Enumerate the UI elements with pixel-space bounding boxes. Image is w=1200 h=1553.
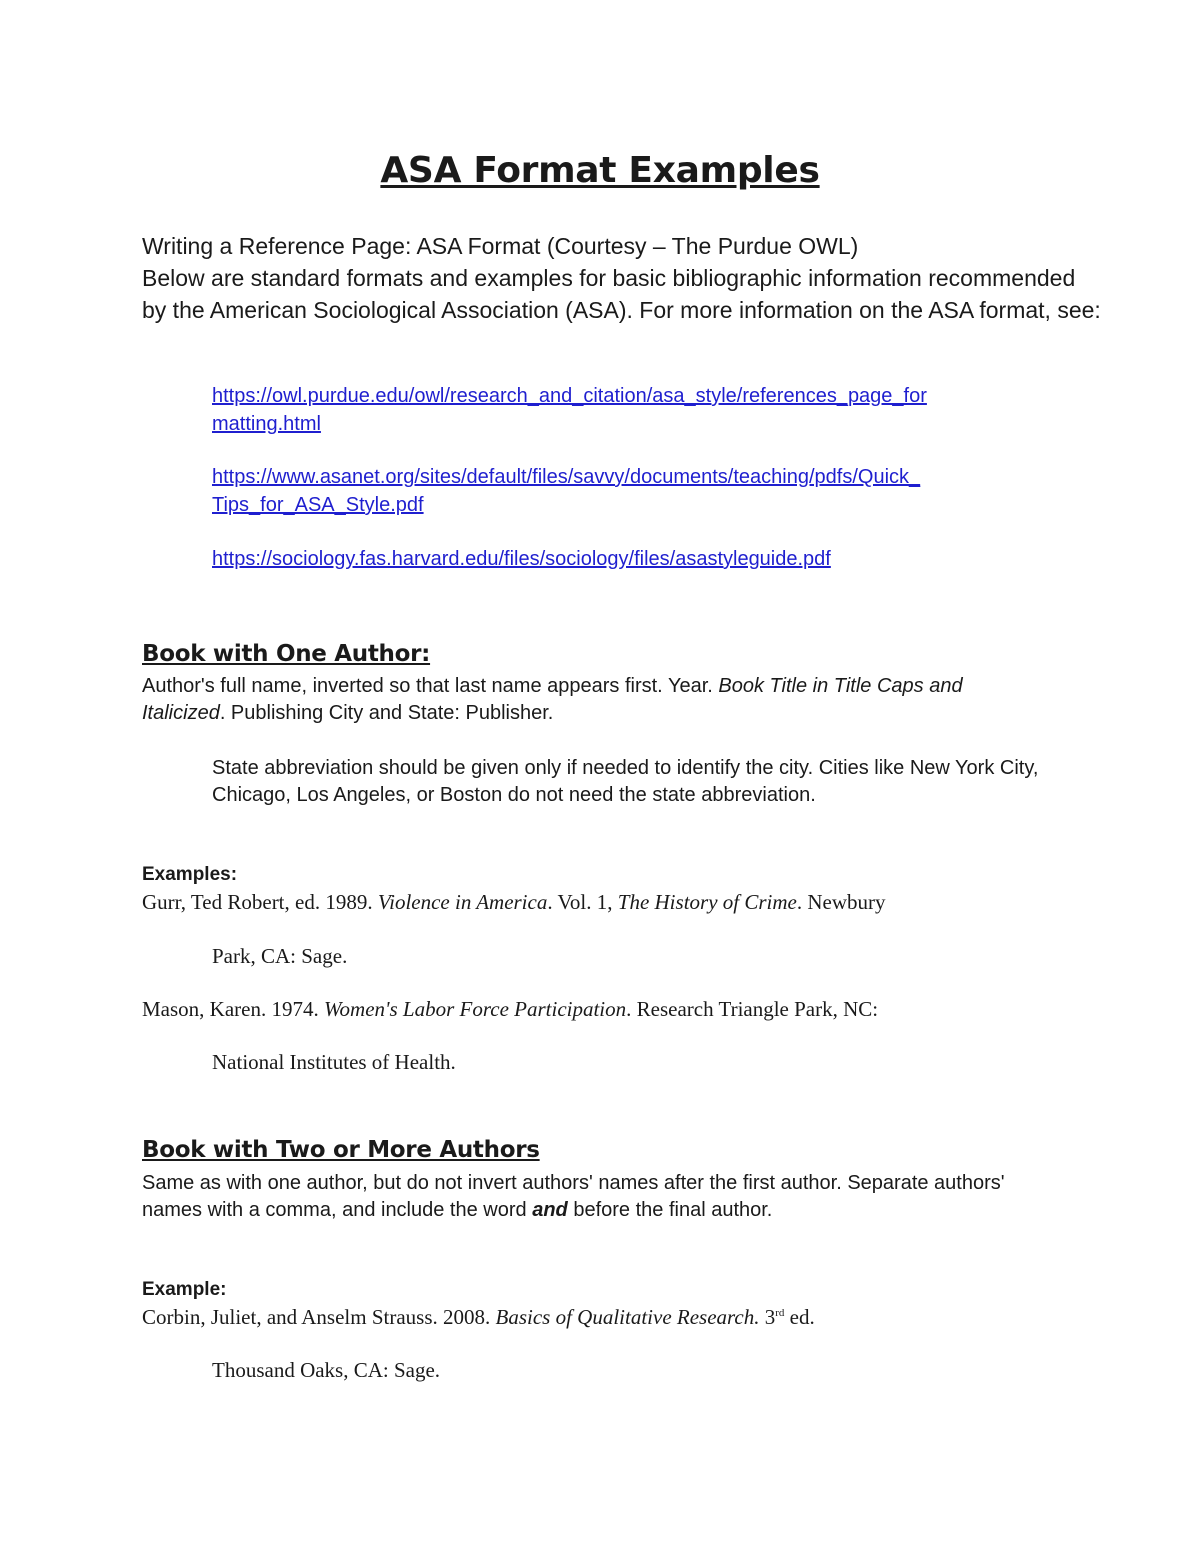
intro-description: Below are standard formats and examples for basic bibliographic information recommended by the American Sociological Association (ASA). For more information on the ASA format, see: [142,265,1101,323]
ref-text: Corbin, Juliet, and Anselm Strauss. 2008. [142,1305,496,1329]
desc-italic: Book Title in Title Caps and Italicized [142,675,963,724]
page-title: ASA Format Examples [380,150,820,191]
intro-block [142,230,1102,326]
reference-gurr-cont: Park, CA: Sage. [212,944,348,968]
reference-corbin-cont: Thousand Oaks, CA: Sage. [212,1358,441,1382]
state-abbreviation-note: State abbreviation should be given only if needed to identify the city. Cities like New York City, Chicago, Los Angeles, or Boston do not need the state abbreviation. [212,757,1039,806]
section-heading-one-author: Book with One Author: [142,641,431,667]
link-text: https://www.asanet.org/sites/default/files/savvy/documents/teaching/pdfs/Quick_ [212,466,921,488]
ref-text: 3 [759,1305,776,1329]
desc-text: Same as with one author, but do not invert authors' names after the first author. Separate authors' names with a comma, and include the word [142,1172,1005,1221]
link-text-cont: matting.html [212,413,321,435]
harvard-link[interactable] [212,545,1072,573]
ref-superscript: rd [775,1307,785,1319]
link-text-cont: Tips_for_ASA_Style.pdf [212,494,424,516]
two-authors-description [142,1170,1042,1224]
examples-label: Examples: [142,864,238,885]
desc-bold-italic: and [532,1199,568,1221]
ref-text: Mason, Karen. 1974. [142,997,324,1021]
ref-italic-title: Violence in America [377,890,548,914]
example-label: Example: [142,1279,227,1300]
section-heading-two-authors: Book with Two or More Authors [142,1137,540,1163]
ref-italic-title: Women's Labor Force Participation [323,997,627,1021]
desc-text: Author's full name, inverted so that last name appears first. Year. [142,675,719,697]
ref-text: . Vol. 1, [547,890,618,914]
purdue-owl-link[interactable] [212,382,1072,438]
ref-italic-title: The History of Crime [617,890,797,914]
desc-text-end: . Publishing City and State: Publisher. [219,702,554,724]
reference-gurr [142,890,886,915]
ref-text: ed. [784,1305,815,1329]
reference-mason [142,997,878,1022]
ref-text: . Newbury [796,890,886,914]
reference-corbin [142,1305,815,1330]
ref-text: . Research Triangle Park, NC: [626,997,879,1021]
reference-mason-cont: National Institutes of Health. [212,1050,456,1074]
ref-text: Gurr, Ted Robert, ed. 1989. [142,890,378,914]
one-author-description [142,673,1042,727]
ref-italic-title: Basics of Qualitative Research. [495,1305,760,1329]
desc-text-end: before the final author. [567,1199,773,1221]
asanet-link[interactable] [212,463,1072,519]
link-text: https://sociology.fas.harvard.edu/files/sociology/files/asastyleguide.pdf [212,548,831,570]
link-text: https://owl.purdue.edu/owl/research_and_citation/asa_style/references_page_for [212,385,927,407]
intro-source-line: Writing a Reference Page: ASA Format (Courtesy – The Purdue OWL) [142,233,859,259]
